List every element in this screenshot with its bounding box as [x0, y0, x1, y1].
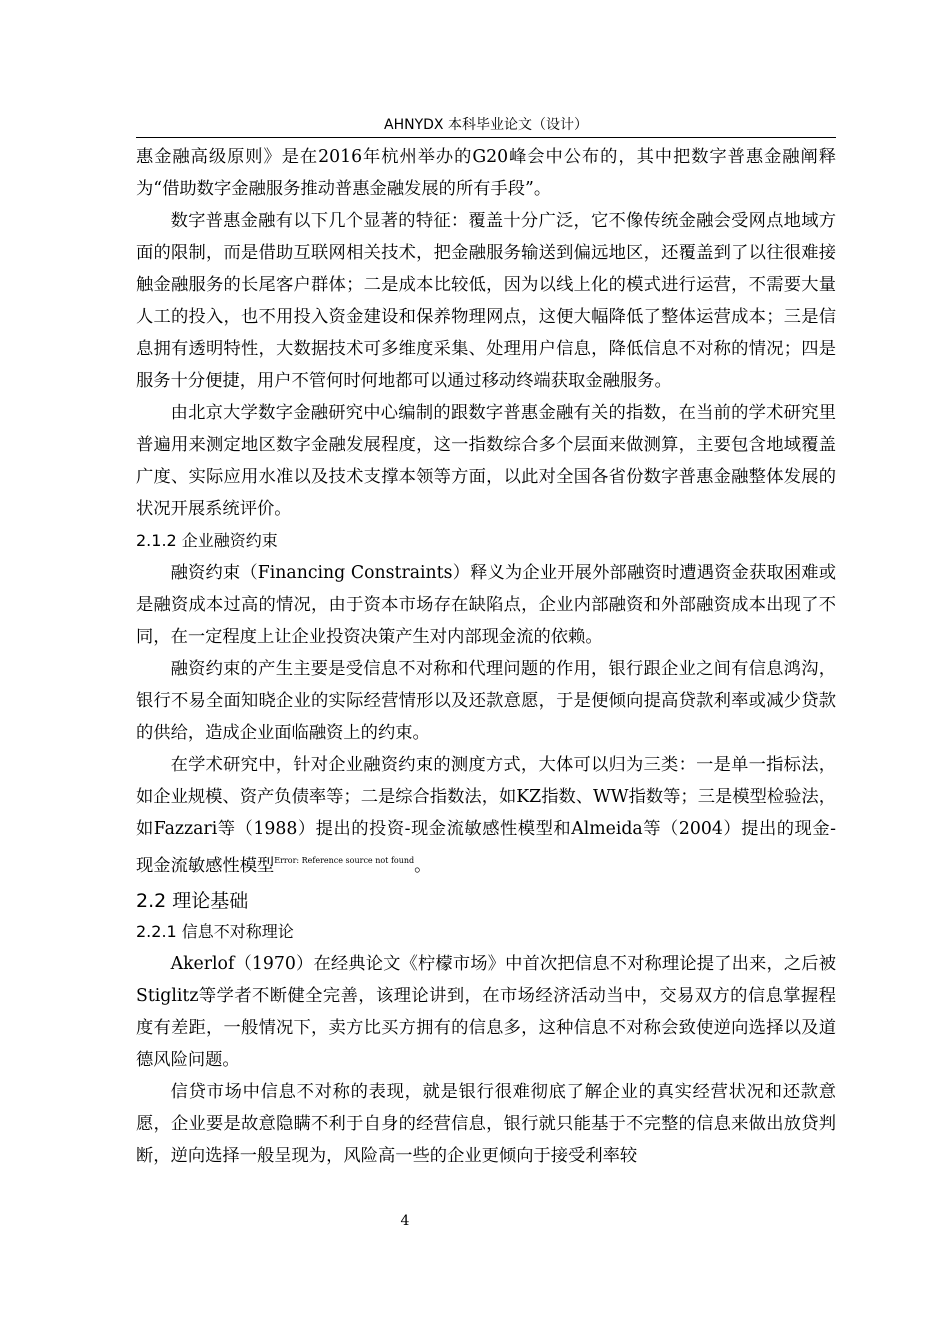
section-heading-2-2-1: 2.2.1 信息不对称理论 — [136, 922, 294, 941]
paragraph-end: 。 — [414, 856, 432, 876]
paragraph: 由北京大学数字金融研究中心编制的跟数字普惠金融有关的指数，在当前的学术研究里普遍用来测定地区数字金融发展程度，这一指数综合多个层面来做测算，主要包含地域覆盖广度、实际应用水准以及技术支撑本领等方面，以此对全国各省份数字普惠金融整体发展的状况开展系统评价。 — [136, 403, 836, 519]
paragraph: 惠金融高级原则》是在2016年杭州举办的G20峰会中公布的，其中把数字普惠金融阐释为“借助数字金融服务推动普惠金融发展的所有手段”。 — [136, 147, 836, 199]
header-divider — [136, 137, 836, 138]
page-header: AHNYDX 本科毕业论文（设计） — [384, 117, 588, 133]
section-heading-2-1-2: 2.1.2 企业融资约束 — [136, 531, 278, 550]
paragraph: 数字普惠金融有以下几个显著的特征：覆盖十分广泛，它不像传统金融会受网点地域方面的限制，而是借助互联网相关技术，把金融服务输送到偏远地区，还覆盖到了以往很难接触金融服务的长尾客户群体；二是成本比较低，因为以线上化的模式进行运营，不需要大量人工的投入，也不用投入资金建设和保养物理网点，这便大幅降低了整体运营成本；三是信息拥有透明特性，大数据技术可多维度采集、处理用户信息，降低信息不对称的情况；四是服务十分便捷，用户不管何时何地都可以通过移动终端获取金融服务。 — [136, 211, 836, 391]
paragraph: Akerlof（1970）在经典论文《柠檬市场》中首次把信息不对称理论提了出来，之后被Stiglitz等学者不断健全完善，该理论讲到，在市场经济活动当中，交易双方的信息掌握程度有差距，一般情况下，卖方比买方拥有的信息多，这种信息不对称会致使逆向选择以及道德风险问题。 — [136, 954, 836, 1070]
paragraph: 融资约束（Financing Constraints）释义为企业开展外部融资时遭遇资金获取困难或是融资成本过高的情况，由于资本市场存在缺陷点，企业内部融资和外部融资成本出现了不同，在一定程度上让企业投资决策产生对内部现金流的依赖。 — [136, 563, 836, 647]
paragraph: 信贷市场中信息不对称的表现，就是银行很难彻底了解企业的真实经营状况和还款意愿，企业要是故意隐瞒不利于自身的经营信息，银行就只能基于不完整的信息来做出放贷判断，逆向选择一般呈现为，风险高一些的企业更倾向于接受利率较 — [136, 1082, 836, 1166]
body-text — [136, 141, 836, 1172]
paragraph: 融资约束的产生主要是受信息不对称和代理问题的作用，银行跟企业之间有信息鸿沟，银行不易全面知晓企业的实际经营情形以及还款意愿，于是便倾向提高贷款利率或减少贷款的供给，造成企业面临融资上的约束。 — [136, 659, 836, 743]
paragraph — [136, 749, 836, 882]
reference-error: Error: Reference source not found — [274, 856, 415, 865]
paragraph-text: 在学术研究中，针对企业融资约束的测度方式，大体可以归为三类：一是单一指标法，如企业规模、资产负债率等；二是综合指数法，如KZ指数、WW指数等；三是模型检验法，如Fazzari等（1988）提出的投资-现金流敏感性模型和Almeida等（2004）提出的现金-现金流敏感性模型 — [136, 755, 836, 876]
page-number: 4 — [400, 1213, 410, 1229]
section-heading-2-2: 2.2 理论基础 — [136, 890, 249, 912]
